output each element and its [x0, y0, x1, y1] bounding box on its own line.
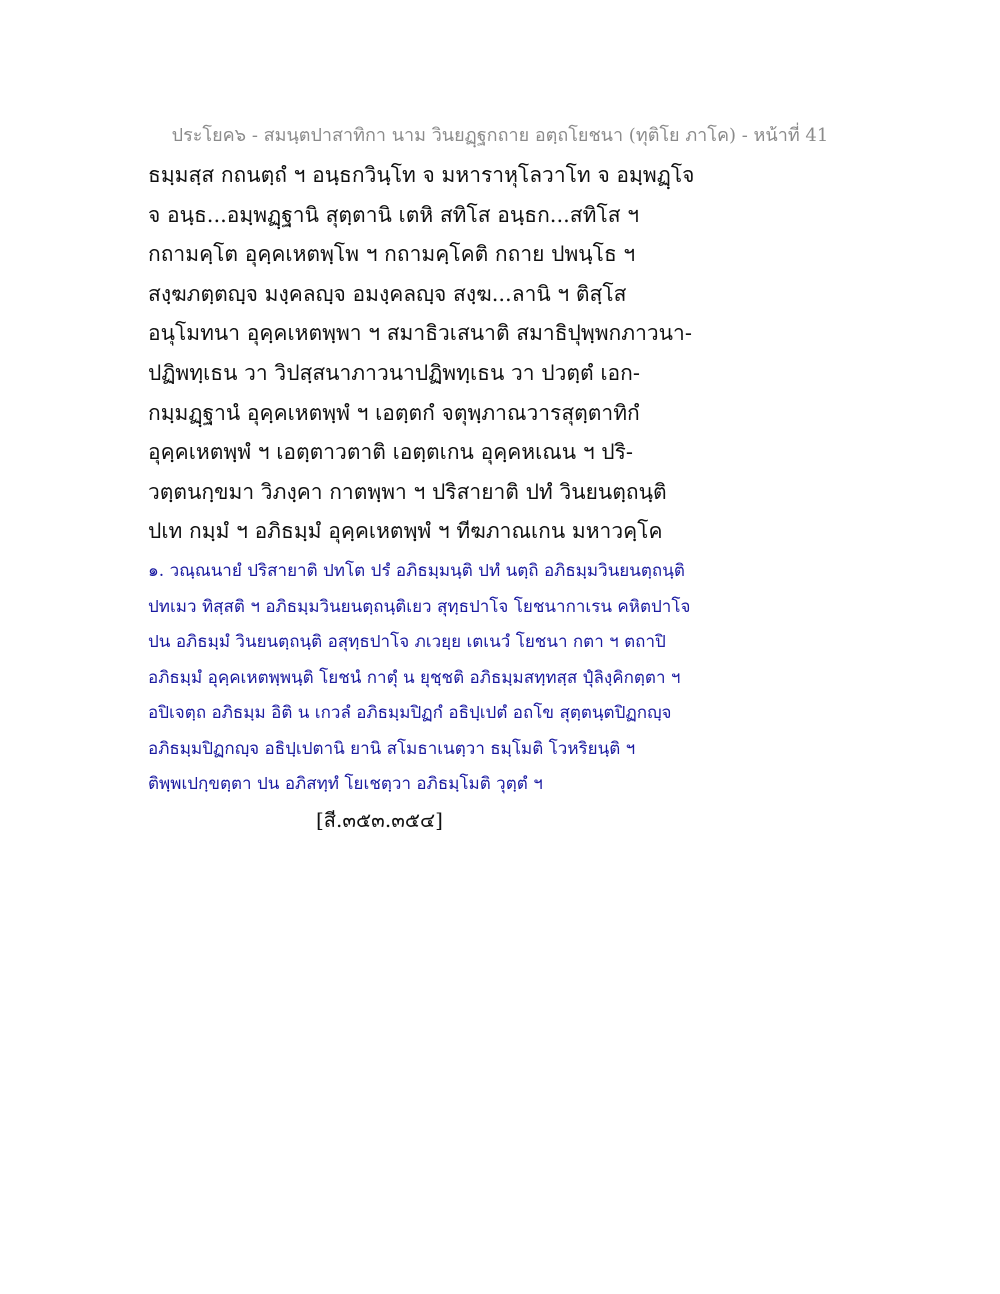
- footnote-line: อปิเจตฺถ อภิธมฺม อิติ น เกวลํ อภิธมฺมปิฏกํ อธิปฺเปตํ อถโข สุตฺตนฺตปิฏกญฺจ: [148, 703, 672, 723]
- page-reference: [สี.๓๕๓.๓๕๔]: [316, 808, 443, 832]
- footnote-line: ปทเมว ทิสฺสติ ฯ อภิธมฺมวินยนตฺถนฺติเยว สุทฺธปาโจ โยชนากาเรน คหิตปาโจ: [148, 596, 691, 617]
- footnote-line: อภิธมฺมปิฏกญฺจ อธิปฺเปตานิ ยานิ สโมธาเนตฺวา ธมฺโมติ โวหริยนฺติ ฯ: [148, 738, 636, 759]
- text-line: ธมฺมสฺส กถนตฺถํ ฯ อนฺธกวินฺโท จ มหาราหุโลวาโท จ อมฺพฏฺโจ: [148, 163, 695, 187]
- running-header: ประโยค๖ - สมนฺตปาสาทิกา นาม วินยฏฺฐกถาย อตฺถโยชนา (ทุติโย ภาโค) - หน้าที่ 41: [171, 125, 829, 146]
- text-line: วตฺตนกฺขมา วิภงฺคา กาตพฺพา ฯ ปริสายาติ ปทํ วินยนตฺถนฺติ: [148, 479, 667, 504]
- footnote-line: ติพฺพเปกฺขตฺตา ปน อภิสทฺทํ โยเชตฺวา อภิธมฺโมติ วุตฺตํ ฯ: [148, 774, 543, 794]
- text-line: กถามคฺโต อุคฺคเหตพฺโพ ฯ กถามคฺโคติ กถาย ปพนฺโธ ฯ: [148, 242, 636, 267]
- footnote-line: อภิธมฺมํ อุคฺคเหตพฺพนฺติ โยชนํ กาตุํ น ยุชฺชติ อภิธมฺมสทฺทสฺส ปุํลิงฺคิกตฺตา ฯ: [148, 667, 681, 688]
- text-line: อุคฺคเหตพฺพํ ฯ เอตฺตาวตาติ เอตฺตเกน อุคฺคหเณน ฯ ปริ-: [148, 440, 633, 465]
- text-line: อนุโมทนา อุคฺคเหตพฺพา ฯ สมาธิวเสนาติ สมาธิปุพฺพกภาวนา-: [148, 321, 692, 346]
- footnote-line: ๑. วณฺณนายํ ปริสายาติ ปทโต ปรํ อภิธมฺมนฺติ ปทํ นตฺถิ อภิธมฺมวินยนตฺถนฺติ: [148, 561, 685, 581]
- text-line: ปเท กมฺมํ ฯ อภิธมฺมํ อุคฺคเหตพฺพํ ฯ ทีฆภาณเกน มหาวคฺโค: [148, 519, 663, 544]
- text-line: จ อนฺธ...อมฺพฏฺฐานิ สุตฺตานิ เตหิ สทิโส อนฺธก...สทิโส ฯ: [148, 202, 640, 227]
- text-line: ปฏิพทฺเธน วา วิปสฺสนาภาวนาปฏิพทฺเธน วา ปวตฺตํ เอก-: [148, 360, 640, 385]
- text-line: สงฺฆภตฺตญฺจ มงฺคลญฺจ อมงฺคลญฺจ สงฺฆ...ลานิ ฯ ติสฺโส: [148, 281, 627, 306]
- main-text-block: [148, 160, 848, 556]
- text-line: กมฺมฏฺฐานํ อุคฺคเหตพฺพํ ฯ เอตฺตกํ จตุพฺภาณวารสุตฺตาทิกํ: [148, 400, 640, 425]
- footnote-block: [148, 558, 848, 807]
- footnote-line: ปน อภิธมฺมํ วินยนตฺถนฺติ อสุทฺธปาโจ ภเวยฺย เตเนวํ โยชนา กตา ฯ ตถาปิ: [148, 632, 666, 652]
